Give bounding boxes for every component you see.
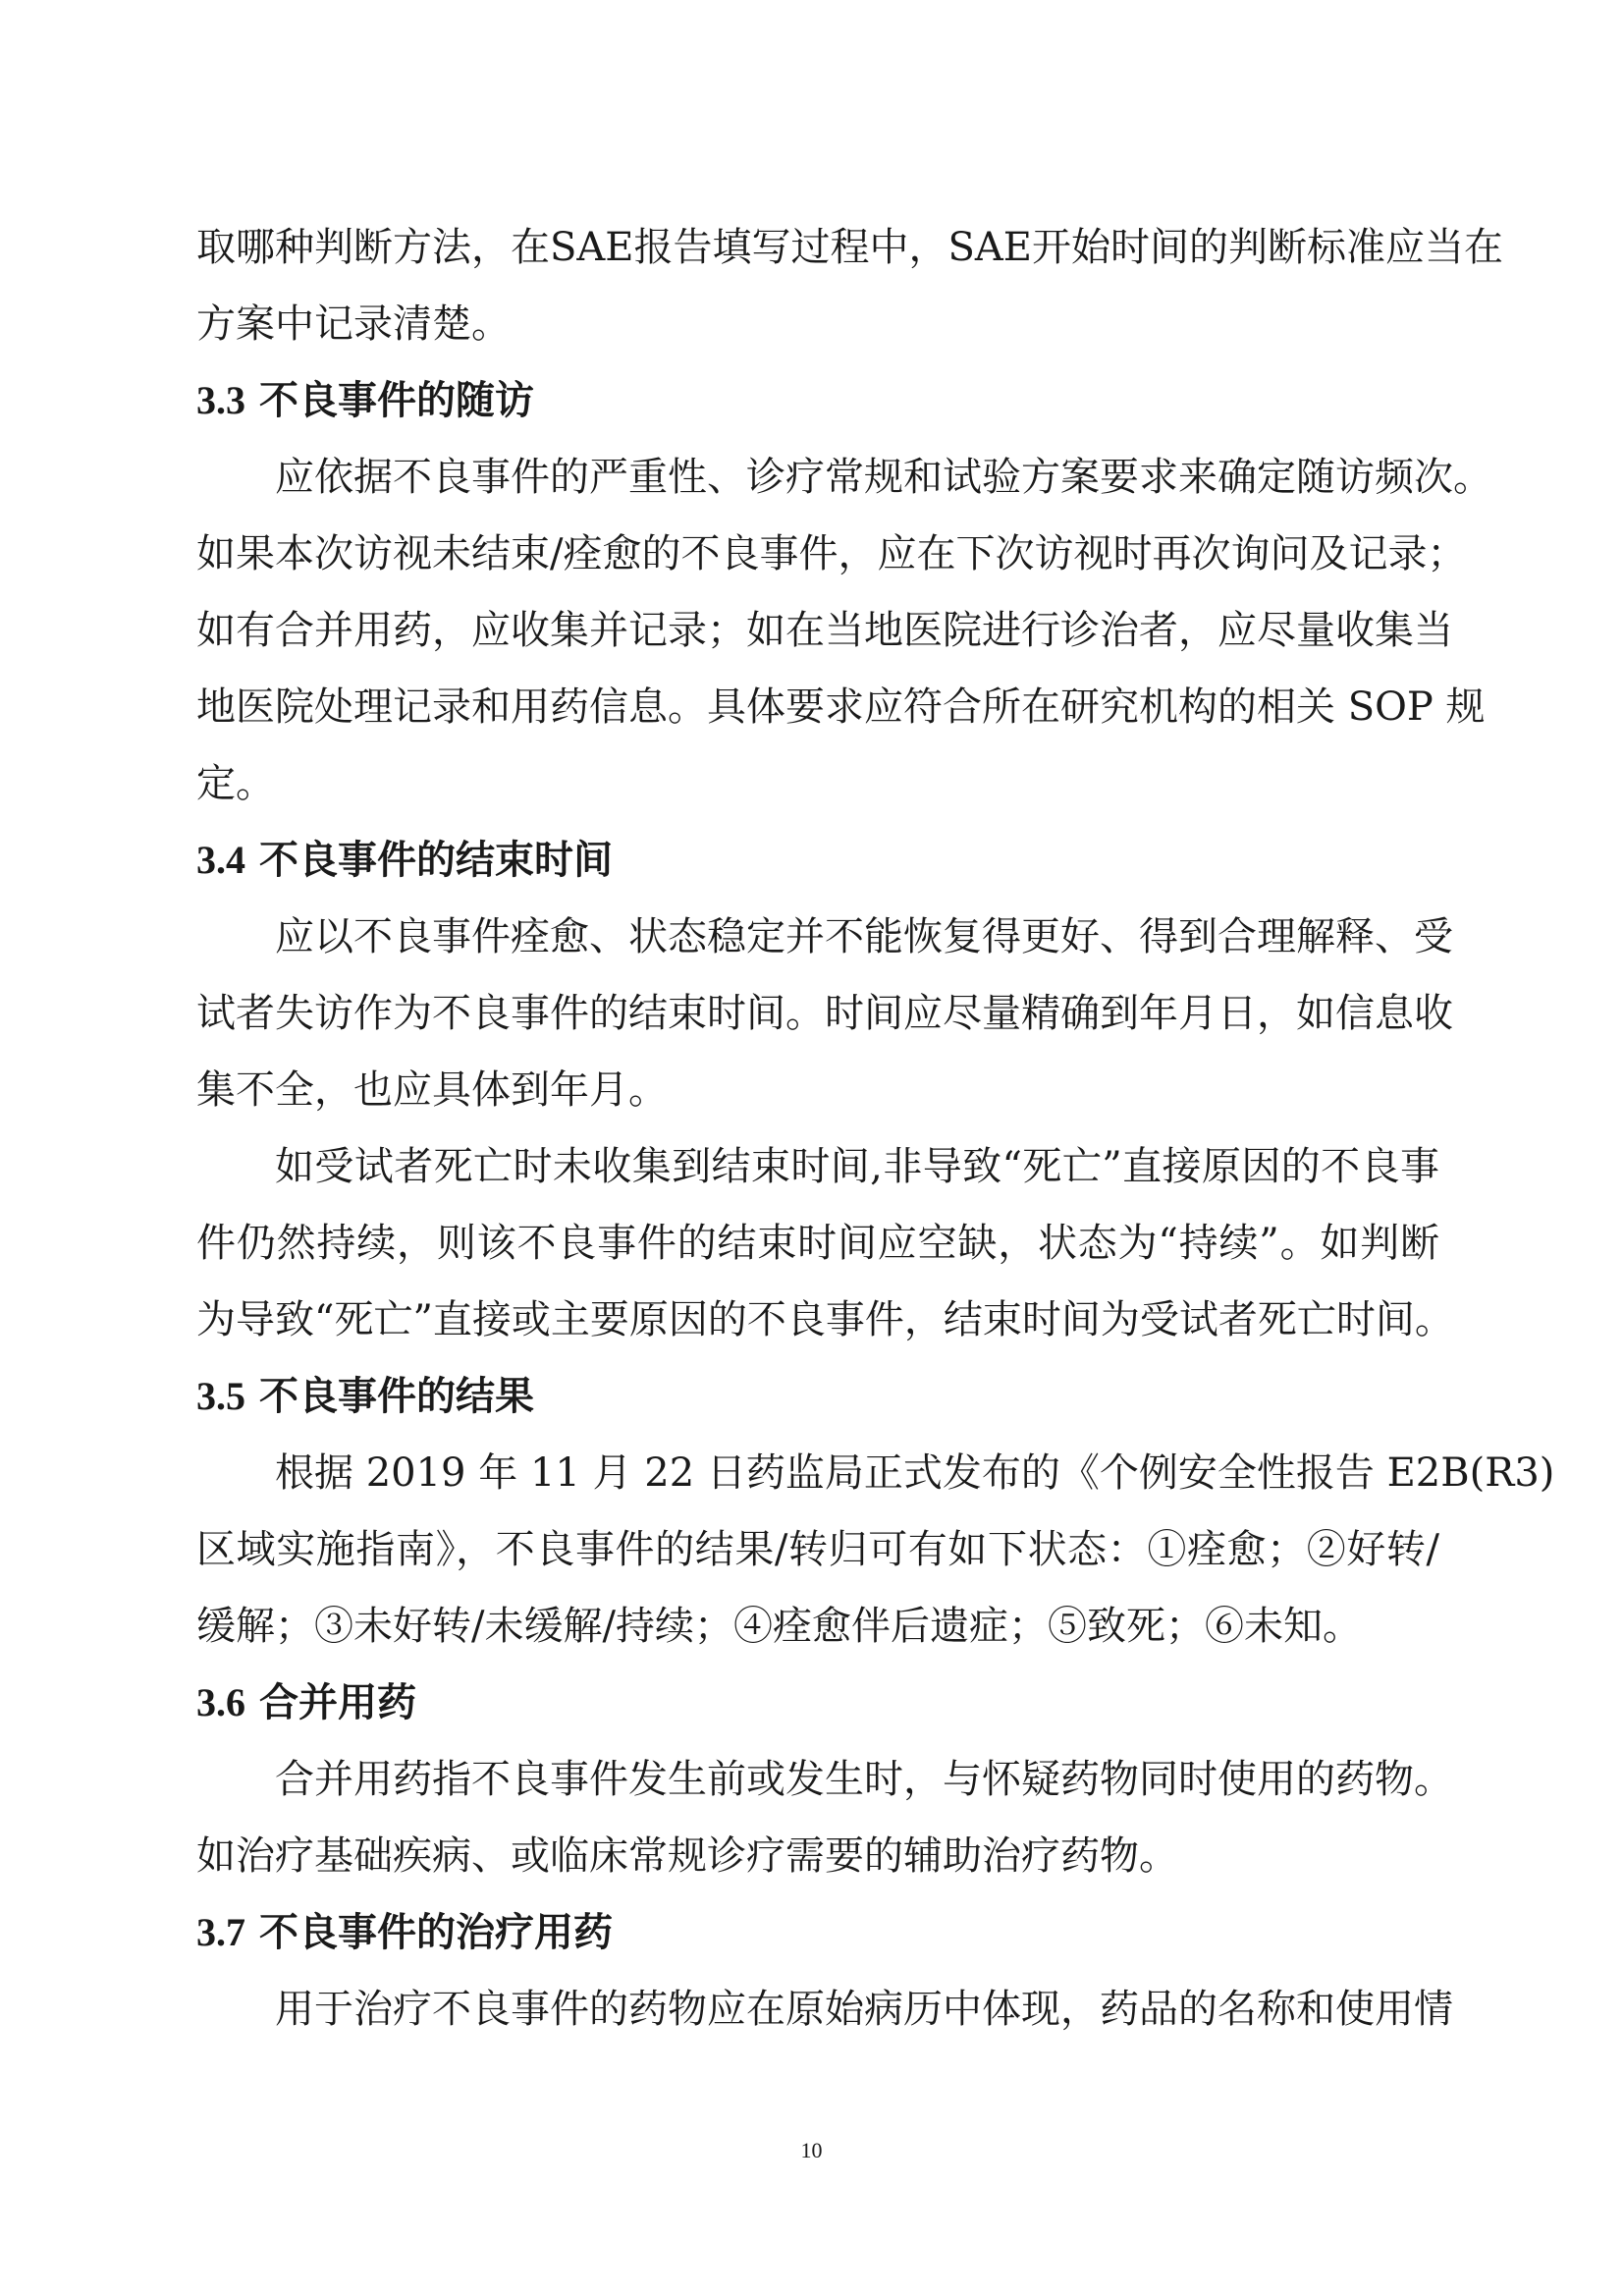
paragraph-line: 方案中记录清楚。	[196, 301, 511, 347]
paragraph-line: 如果本次访视未结束/痊愈的不良事件，应在下次访视时再次询问及记录；	[196, 531, 1467, 576]
paragraph-line: 缓解；③未好转/未缓解/持续；④痊愈伴后遗症；⑤致死；⑥未知。	[196, 1604, 1362, 1649]
section-number: 3.3	[196, 378, 245, 422]
paragraph-line: 集不全，也应具体到年月。	[196, 1067, 668, 1113]
paragraph-line: 合并用药指不良事件发生前或发生时，与怀疑药物同时使用的药物。	[275, 1757, 1453, 1802]
section-number: 3.4	[196, 838, 245, 882]
section-title: 不良事件的治疗用药	[259, 1909, 613, 1955]
section-heading-3-7	[196, 1905, 1439, 1960]
paragraph-line: 为导致“死亡”直接或主要原因的不良事件，结束时间为受试者死亡时间。	[196, 1297, 1454, 1342]
paragraph-line: 如受试者死亡时未收集到结束时间,非导致“死亡”直接原因的不良事	[275, 1144, 1439, 1189]
section-heading-3-6	[196, 1675, 1439, 1730]
section-title: 合并用药	[259, 1679, 416, 1725]
paragraph-line: 地医院处理记录和用药信息。具体要求应符合所在研究机构的相关 SOP 规	[196, 684, 1486, 730]
page-number: 10	[800, 2138, 823, 2162]
section-heading-3-5	[196, 1369, 1439, 1424]
paragraph-line: 如有合并用药，应收集并记录；如在当地医院进行诊治者，应尽量收集当	[196, 608, 1453, 653]
section-number: 3.7	[196, 1910, 245, 1954]
paragraph-line: 根据 2019 年 11 月 22 日药监局正式发布的《个例安全性报告 E2B(R3)	[275, 1450, 1555, 1496]
section-number: 3.5	[196, 1374, 245, 1418]
paragraph-line: 应以不良事件痊愈、状态稳定并不能恢复得更好、得到合理解释、受	[275, 914, 1453, 959]
paragraph-line: 取哪种判断方法，在SAE报告填写过程中，SAE开始时间的判断标准应当在	[196, 225, 1503, 270]
paragraph-line: 应依据不良事件的严重性、诊疗常规和试验方案要求来确定随访频次。	[275, 455, 1492, 500]
section-title: 不良事件的结果	[259, 1373, 534, 1419]
section-number: 3.6	[196, 1680, 245, 1724]
paragraph-line: 如治疗基础疾病、或临床常规诊疗需要的辅助治疗药物。	[196, 1833, 1178, 1879]
paragraph-line: 区域实施指南》，不良事件的结果/转归可有如下状态：①痊愈；②好转/	[196, 1527, 1439, 1572]
paragraph-line: 试者失访作为不良事件的结束时间。时间应尽量精确到年月日，如信息收	[196, 991, 1453, 1036]
section-heading-3-4	[196, 833, 1439, 888]
paragraph-line: 件仍然持续，则该不良事件的结束时间应空缺，状态为“持续”。如判断	[196, 1221, 1439, 1266]
section-title: 不良事件的结束时间	[259, 837, 613, 883]
paragraph-line: 用于治疗不良事件的药物应在原始病历中体现，药品的名称和使用情	[275, 1987, 1453, 2032]
paragraph-line: 定。	[196, 761, 275, 806]
section-title: 不良事件的随访	[259, 377, 534, 423]
section-heading-3-3	[196, 373, 1439, 428]
